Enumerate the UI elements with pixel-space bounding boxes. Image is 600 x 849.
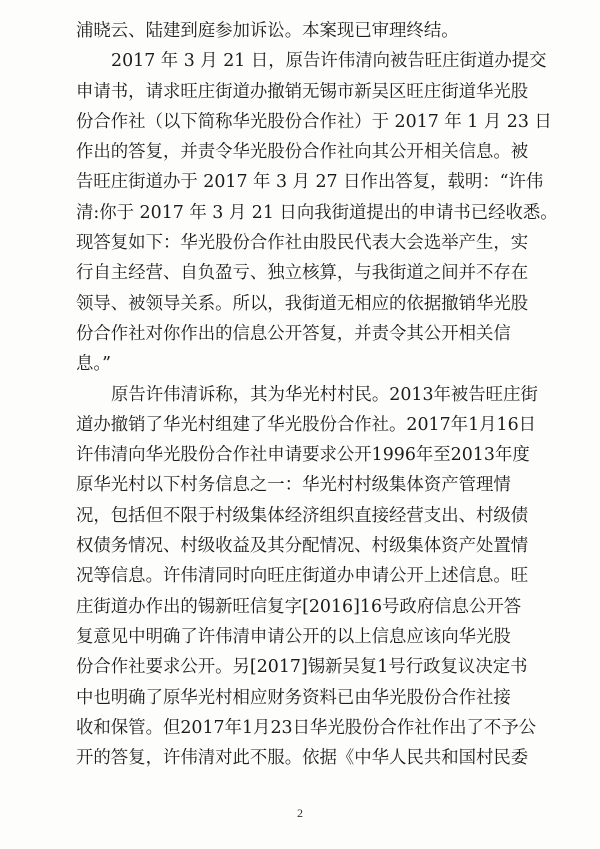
text-line: 浦晓云、陆建到庭参加诉讼。本案现已审理终结。 — [76, 21, 459, 41]
text-line: 现答复如下：华光股份合作社由股民代表大会选举产生，实 — [76, 233, 529, 254]
text-line: 复意见中明确了许伟清申请公开的以上信息应该向华光股 — [76, 626, 511, 647]
paragraph-first-line: 2017 年 3 月 21 日，原告许伟清向被告旺庄街道办提交 — [111, 51, 547, 72]
text-line: 清:你于 2017 年 3 月 21 日向我街道提出的申请书已经收悉。 — [76, 202, 558, 223]
text-line: 收和保管。但2017年1月23日华光股份合作社作出了不予公 — [76, 717, 537, 738]
text-line: 开的答复，许伟清对此不服。依据《中华人民共和国村民委 — [76, 748, 529, 769]
text-line: 告旺庄街道办于 2017 年 3 月 27 日作出答复，载明：“许伟 — [76, 172, 544, 193]
paragraph-first-line: 原告许伟清诉称，其为华光村村民。2013年被告旺庄街 — [111, 384, 538, 405]
text-line: 份合作社（以下简称华光股份合作社）于 2017 年 1 月 23 日 — [76, 111, 552, 132]
text-line: 份合作社对你作出的信息公开答复，并责令其公开相关信 — [76, 323, 511, 344]
text-line: 庄街道办作出的锡新旺信复字[2016]16号政府信息公开答 — [76, 596, 522, 617]
text-line: 领导、被领导关系。所以，我街道无相应的依据撤销华光股 — [76, 293, 529, 314]
text-line: 况，包括但不限于村级集体经济组织直接经营支出、村级债 — [76, 505, 529, 526]
page-number: 2 — [297, 806, 303, 820]
text-line: 申请书，请求旺庄街道办撤销无锡市新吴区旺庄街道华光股 — [76, 81, 529, 102]
text-line: 道办撤销了华光村组建了华光股份合作社。2017年1月16日 — [76, 414, 537, 435]
text-line: 许伟清向华光股份合作社申请要求公开1996年至2013年度 — [76, 445, 530, 466]
text-line: 况等信息。许伟清同时向旺庄街道办申请公开上述信息。旺 — [76, 566, 529, 587]
text-line: 息。” — [76, 354, 111, 375]
text-line: 份合作社要求公开。另[2017]锡新吴复1号行政复议决定书 — [76, 657, 528, 678]
text-line: 行自主经营、自负盈亏、独立核算，与我街道之间并不存在 — [76, 263, 529, 284]
text-line: 权债务情况、村级收益及其分配情况、村级集体资产处置情 — [76, 536, 529, 557]
text-line: 作出的答复，并责令华光股份合作社向其公开相关信息。被 — [76, 142, 529, 163]
text-line: 中也明确了原华光村相应财务资料已由华光股份合作社接 — [76, 687, 511, 708]
text-line: 原华光村以下村务信息之一：华光村村级集体资产管理情 — [76, 475, 511, 496]
body-text — [76, 16, 558, 773]
